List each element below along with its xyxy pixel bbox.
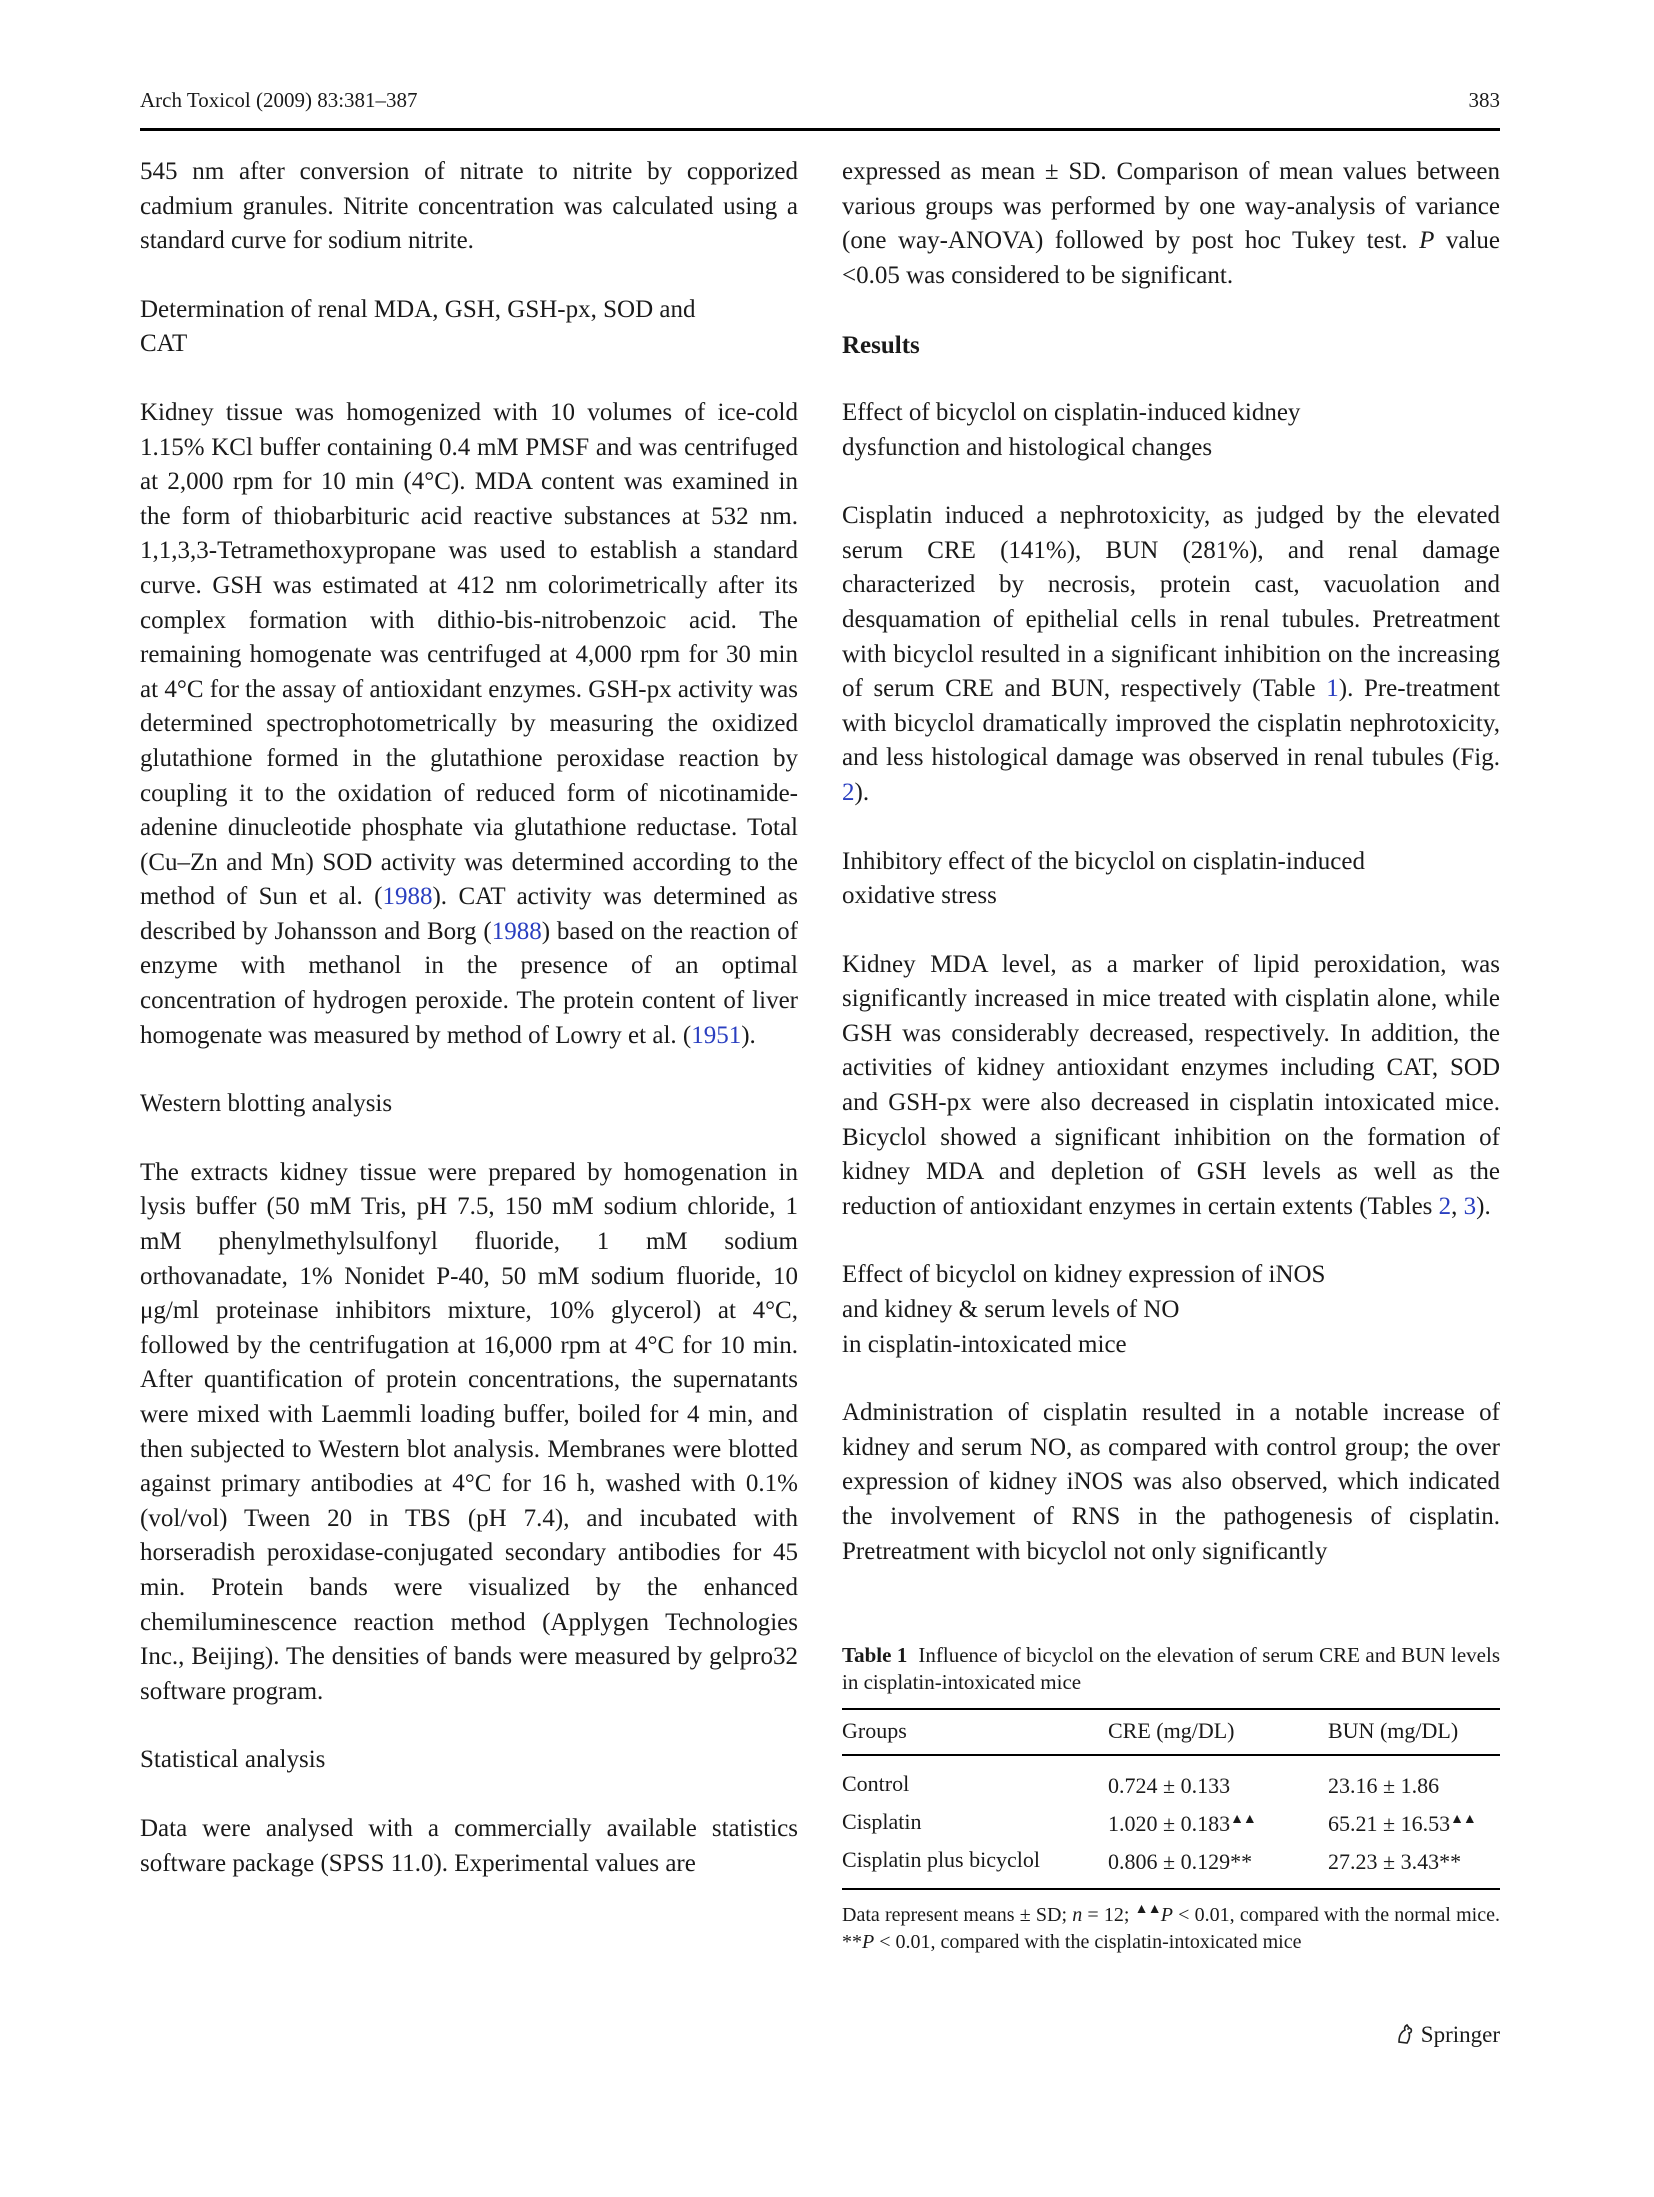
page-number: 383 bbox=[1468, 88, 1500, 112]
table-1-grid bbox=[842, 1708, 1500, 1890]
left-column bbox=[140, 155, 798, 1881]
cell-cre: 1.020 ± 0.183▲▲ bbox=[1108, 1811, 1256, 1836]
paragraph-oxidative-stress: Kidney MDA level, as a marker of lipid peroxidation, was significantly increased in mice treated with cisplatin alone, while GSH was considerably decreased, respectively. In addition, the activities of kidney antioxidant enzymes including CAT, SOD and GSH-px were also decreased in cisplatin intoxicated mice. Bicyclol showed a significant inhibition on the formation of kidney MDA and depletion of GSH levels as well as the reduction of antioxidant enzymes in certain extents (Tables 2, 3). bbox=[842, 950, 1500, 1220]
publisher-name: Springer bbox=[1420, 2022, 1500, 2047]
paragraph-nitrite: 545 nm after conversion of nitrate to nitrite by copporized cadmium granules. Nitrite concentration was calculated using a standard curve for sodium nitrite. bbox=[140, 158, 798, 255]
table-row bbox=[842, 1841, 1500, 1889]
table-1 bbox=[842, 1642, 1500, 1956]
cell-cre: 0.724 ± 0.133 bbox=[1108, 1773, 1231, 1798]
cell-group: Cisplatin plus bicyclol bbox=[842, 1841, 1108, 1889]
table-1-caption: Table 1 Influence of bicyclol on the elevation of serum CRE and BUN levels in cisplatin-intoxicated mice bbox=[842, 1643, 1501, 1694]
paragraph-statistics-continued: expressed as mean ± SD. Comparison of mean values between various groups was performed by one way-analysis of variance (one way-ANOVA) followed by post hoc Tukey test. P value <0.05 was considered to be significant. bbox=[842, 158, 1500, 289]
subheading-inos-expression: Effect of bicyclol on kidney expression of iNOS and kidney & serum levels of NO in cisplatin-intoxicated mice bbox=[842, 1261, 1326, 1358]
paragraph-nephrotoxicity: Cisplatin induced a nephrotoxicity, as judged by the elevated serum CRE (141%), BUN (281%), and renal damage characterized by necrosis, protein cast, vacuolation and desquamation of epithelial cells in renal tubules. Pretreatment with bicyclol resulted in a significant inhibition on the increasing of serum CRE and BUN, respectively (Table 1). Pre-treatment with bicyclol dramatically improved the cisplatin nephrotoxicity, and less histological damage was observed in renal tubules (Fig. 2). bbox=[842, 502, 1501, 806]
table-row bbox=[842, 1755, 1500, 1803]
journal-citation: Arch Toxicol (2009) 83:381–387 bbox=[140, 88, 418, 112]
cell-cre: 0.806 ± 0.129** bbox=[1108, 1841, 1328, 1889]
cell-bun: 27.23 ± 3.43** bbox=[1328, 1841, 1500, 1889]
subheading-oxidative-stress: Inhibitory effect of the bicyclol on cisplatin-induced oxidative stress bbox=[842, 847, 1365, 910]
paragraph-western-methods: The extracts kidney tissue were prepared by homogenation in lysis buffer (50 mM Tris, pH 7.5, 150 mM sodium chloride, 1 mM phenylmethylsulfonyl fluoride, 1 mM sodium orthovanadate, 1% Nonidet P-40, 50 mM sodium fluoride, 10 μg/ml proteinase inhibitors mixture, 10% glycerol) at 4°C, followed by the centrifugation at 16,000 rpm at 4°C for 10 min. After quantification of protein concentrations, the supernatants were mixed with Laemmli loading buffer, boiled for 4 min, and then subjected to Western blot analysis. Membranes were blotted against primary antibodies at 4°C for 16 h, washed with 0.1% (vol/vol) Tween 20 in TBS (pH 7.4), and incubated with horseradish peroxidase-conjugated secondary antibodies for 45 min. Protein bands were visualized by the enhanced chemiluminescence reaction method (Applygen Technologies Inc., Beijing). The densities of bands were measured by gelpro32 software program. bbox=[140, 1158, 798, 1705]
column-header-groups: Groups bbox=[842, 1709, 1108, 1755]
subheading-western-blot: Western blotting analysis bbox=[140, 1090, 393, 1118]
reference-link-johansson-1988[interactable]: 1988 bbox=[491, 917, 542, 945]
cell-group: Cisplatin bbox=[842, 1809, 922, 1834]
running-header bbox=[140, 88, 1500, 131]
table-3-link[interactable]: 3 bbox=[1463, 1192, 1477, 1220]
column-header-cre: CRE (mg/DL) bbox=[1108, 1709, 1328, 1755]
column-header-bun: BUN (mg/DL) bbox=[1328, 1709, 1500, 1755]
cell-group: Control bbox=[842, 1771, 910, 1796]
cell-bun: 23.16 ± 1.86 bbox=[1328, 1773, 1440, 1798]
subheading-statistical-analysis: Statistical analysis bbox=[140, 1746, 326, 1774]
table-header-row bbox=[842, 1709, 1500, 1755]
section-title-results: Results bbox=[842, 332, 920, 360]
table-row bbox=[842, 1803, 1500, 1841]
subheading-renal-determination: Determination of renal MDA, GSH, GSH-px, SOD and CAT bbox=[140, 295, 696, 358]
publisher-logo bbox=[1393, 2022, 1500, 2048]
table-2-link[interactable]: 2 bbox=[1438, 1192, 1452, 1220]
paragraph-no-levels: Administration of cisplatin resulted in a notable increase of kidney and serum NO, as compared with control group; the over expression of kidney iNOS was also observed, which indicated the involvement of RNS in the pathogenesis of cisplatin. Pretreatment with bicyclol not only significantly bbox=[842, 1399, 1500, 1565]
springer-horse-icon bbox=[1393, 2022, 1417, 2046]
table-1-footnote: Data represent means ± SD; n = 12; ▲▲P < 0.01, compared with the normal mice. **P < 0.01, compared with the cisplatin-intoxicated mice bbox=[842, 1902, 1500, 1953]
cell-bun: 65.21 ± 16.53▲▲ bbox=[1328, 1811, 1476, 1836]
paragraph-statistics: Data were analysed with a commercially available statistics software package (SPSS 11.0). Experimental values are bbox=[140, 1814, 798, 1877]
figure-2-link[interactable]: 2 bbox=[842, 778, 855, 806]
paragraph-renal-methods: Kidney tissue was homogenized with 10 volumes of ice-cold 1.15% KCl buffer containing 0.4 mM PMSF and was centrifuged at 2,000 rpm for 10 min (4°C). MDA content was examined in the form of thiobarbituric acid reactive substances at 532 nm. 1,1,3,3-Tetramethoxypropane was used to establish a standard curve. GSH was estimated at 412 nm colorimetrically after its complex formation with dithio-bis-nitrobenzoic acid. The remaining homogenate was centrifuged at 4,000 rpm for 30 min at 4°C for the assay of antioxidant enzymes. GSH-px activity was determined spectrophotometrically by measuring the oxidized glutathione formed in the glutathione peroxidase reaction by coupling it to the oxidation of reduced form of nicotinamide-adenine dinucleotide phosphate via glutathione reductase. Total (Cu–Zn and Mn) SOD activity was determined according to the method of Sun et al. (1988). CAT activity was determined as described by Johansson and Borg (1988) based on the reaction of enzyme with methanol in the presence of an optimal concentration of hydrogen peroxide. The protein content of liver homogenate was measured by method of Lowry et al. (1951). bbox=[140, 398, 799, 1049]
subheading-kidney-dysfunction: Effect of bicyclol on cisplatin-induced kidney dysfunction and histological changes bbox=[842, 398, 1301, 461]
reference-link-sun-1988[interactable]: 1988 bbox=[382, 883, 433, 911]
table-1-link[interactable]: 1 bbox=[1326, 675, 1339, 703]
right-column bbox=[842, 155, 1500, 1569]
reference-link-lowry-1951[interactable]: 1951 bbox=[691, 1021, 742, 1049]
